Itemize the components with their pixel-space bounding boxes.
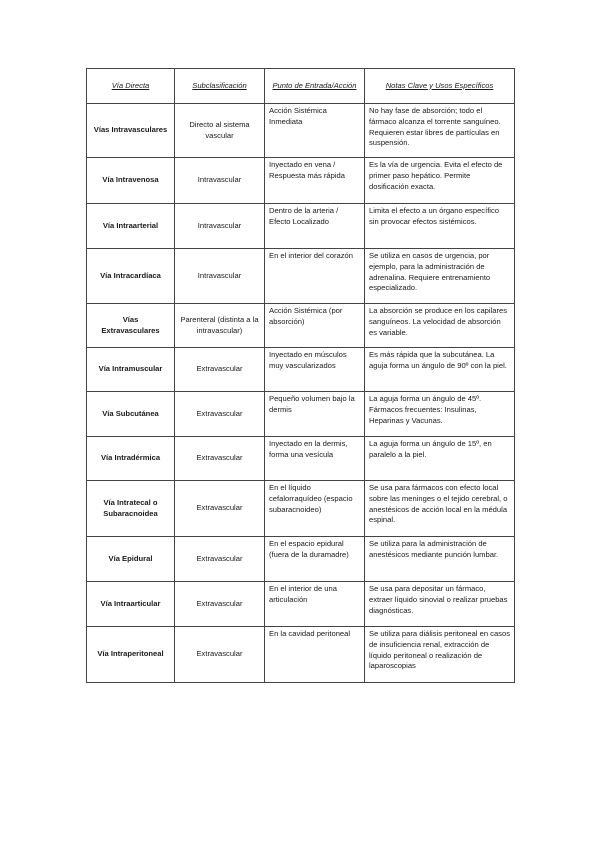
- route-notes: Se usa para fármacos con efecto local sobre las meninges o el tejido cerebral, o anestésicos de acción local en la médula espinal.: [365, 481, 515, 537]
- route-entry-point: Inyectado en músculos muy vascularizados: [265, 348, 365, 392]
- route-subclassification: Intravascular: [175, 158, 265, 204]
- route-subclassification: Parenteral (distinta a la intravascular): [175, 304, 265, 348]
- route-notes: Se utiliza para la administración de anestésicos mediante punción lumbar.: [365, 537, 515, 582]
- route-name: Vía Epidural: [87, 537, 175, 582]
- route-name: Vía Intradérmica: [87, 437, 175, 481]
- route-notes: Es la vía de urgencia. Evita el efecto de primer paso hepático. Permite dosificación exacta.: [365, 158, 515, 204]
- route-name: Vía Intraperitoneal: [87, 627, 175, 683]
- route-entry-point: Acción Sistémica Inmediata: [265, 104, 365, 158]
- route-name: Vía Intravenosa: [87, 158, 175, 204]
- route-name: Vías Intravasculares: [87, 104, 175, 158]
- route-notes: Es más rápida que la subcutánea. La aguja forma un ángulo de 90º con la piel.: [365, 348, 515, 392]
- route-notes: Se utiliza para diálisis peritoneal en casos de insuficiencia renal, extracción de líquido peritoneal o realización de laparoscopias: [365, 627, 515, 683]
- table-row: [87, 437, 515, 481]
- route-entry-point: En el líquido cefalorraquídeo (espacio subaracnoideo): [265, 481, 365, 537]
- route-entry-point: Inyectado en la dermis, forma una vesícula: [265, 437, 365, 481]
- route-subclassification: Intravascular: [175, 204, 265, 249]
- route-subclassification: Extravascular: [175, 537, 265, 582]
- route-subclassification: Extravascular: [175, 392, 265, 437]
- route-subclassification: Intravascular: [175, 249, 265, 304]
- table-row: [87, 104, 515, 158]
- route-entry-point: En el interior de una articulación: [265, 582, 365, 627]
- administration-routes-table: [86, 68, 515, 683]
- table-row: [87, 481, 515, 537]
- table-row: [87, 537, 515, 582]
- header-subclassification: Subclasificación: [175, 69, 265, 104]
- route-name: Vía Intracardíaca: [87, 249, 175, 304]
- header-via: Vía Directa: [87, 69, 175, 104]
- route-entry-point: En la cavidad peritoneal: [265, 627, 365, 683]
- table-row: [87, 582, 515, 627]
- route-entry-point: Dentro de la arteria / Efecto Localizado: [265, 204, 365, 249]
- route-notes: Se usa para depositar un fármaco, extraer líquido sinovial o realizar pruebas diagnósticas.: [365, 582, 515, 627]
- route-name: Vía Intramuscular: [87, 348, 175, 392]
- route-name: Vía Subcutánea: [87, 392, 175, 437]
- route-subclassification: Directo al sistema vascular: [175, 104, 265, 158]
- table-body: [87, 104, 515, 683]
- route-subclassification: Extravascular: [175, 348, 265, 392]
- route-notes: Limita el efecto a un órgano específico sin provocar efectos sistémicos.: [365, 204, 515, 249]
- route-entry-point: En el interior del corazón: [265, 249, 365, 304]
- route-name: Vía Intraarterial: [87, 204, 175, 249]
- header-row: [87, 69, 515, 104]
- route-entry-point: Pequeño volumen bajo la dermis: [265, 392, 365, 437]
- route-name: Vías Extravasculares: [87, 304, 175, 348]
- header-notes: Notas Clave y Usos Específicos: [365, 69, 515, 104]
- route-entry-point: Inyectado en vena / Respuesta más rápida: [265, 158, 365, 204]
- table-header: [87, 69, 515, 104]
- route-notes: La absorción se produce en los capilares sanguíneos. La velocidad de absorción es variable.: [365, 304, 515, 348]
- table-row: [87, 158, 515, 204]
- table-row: [87, 348, 515, 392]
- route-notes: La aguja forma un ángulo de 45º. Fármacos frecuentes: Insulinas, Heparinas y Vacunas.: [365, 392, 515, 437]
- route-subclassification: Extravascular: [175, 582, 265, 627]
- route-name: Vía Intratecal o Subaracnoidea: [87, 481, 175, 537]
- table-row: [87, 392, 515, 437]
- route-notes: Se utiliza en casos de urgencia, por ejemplo, para la administración de adrenalina. Requiere entrenamiento especializado.: [365, 249, 515, 304]
- route-subclassification: Extravascular: [175, 481, 265, 537]
- route-subclassification: Extravascular: [175, 627, 265, 683]
- table-row: [87, 249, 515, 304]
- route-notes: La aguja forma un ángulo de 15º, en paralelo a la piel.: [365, 437, 515, 481]
- route-notes: No hay fase de absorción; todo el fármaco alcanza el torrente sanguíneo. Requieren estar libres de partículas en suspensión.: [365, 104, 515, 158]
- route-subclassification: Extravascular: [175, 437, 265, 481]
- table-row: [87, 204, 515, 249]
- header-entry-point: Punto de Entrada/Acción: [265, 69, 365, 104]
- route-name: Vía Intraarticular: [87, 582, 175, 627]
- route-entry-point: En el espacio epidural (fuera de la duramadre): [265, 537, 365, 582]
- table-row: [87, 627, 515, 683]
- route-entry-point: Acción Sistémica (por absorción): [265, 304, 365, 348]
- table-row: [87, 304, 515, 348]
